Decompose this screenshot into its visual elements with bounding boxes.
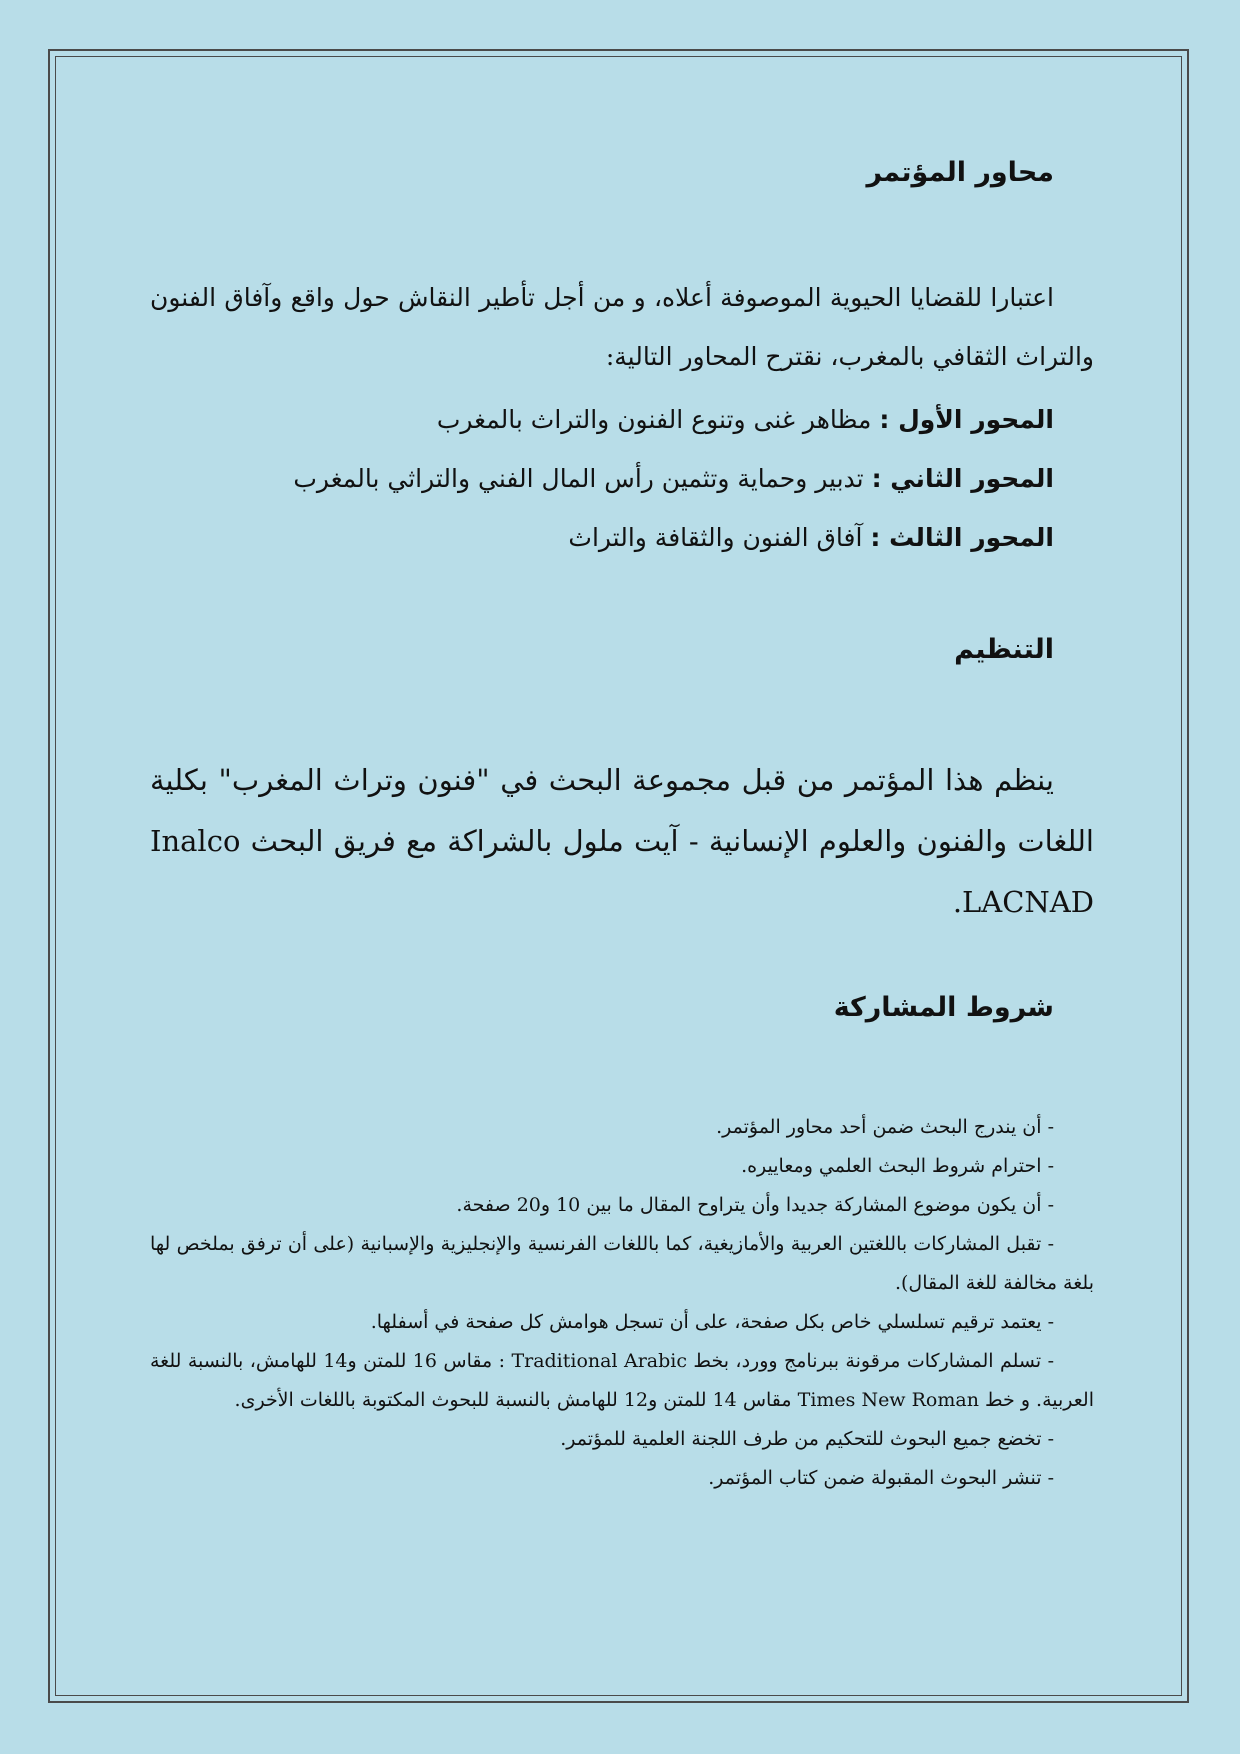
condition-item: - يعتمد ترقيم تسلسلي خاص بكل صفحة، على أن تسجل هوامش كل صفحة في أسفلها. — [370, 1311, 1054, 1333]
axis-item — [293, 508, 1054, 567]
axis-name: المحور الثالث : — [870, 523, 1054, 552]
condition-item: - تنشر البحوث المقبولة ضمن كتاب المؤتمر. — [708, 1467, 1054, 1489]
axes-heading: محاور المؤتمر — [866, 157, 1054, 188]
axis-text: تدبير وحماية وتثمين رأس المال الفني والتراثي بالمغرب — [293, 464, 872, 493]
participation-list — [150, 1108, 1094, 1498]
axes-list — [293, 390, 1054, 567]
axis-name: المحور الأول : — [879, 405, 1054, 434]
condition-item: - تقبل المشاركات باللغتين العربية والأمازيغية، كما باللغات الفرنسية والإنجليزية والإسبانية (على أن ترفق بملخص لها بلغة مخالفة للغة المقال). — [150, 1233, 1094, 1294]
axis-item — [293, 390, 1054, 449]
axis-text: مظاهر غنى وتنوع الفنون والتراث بالمغرب — [436, 405, 880, 434]
axis-item — [293, 449, 1054, 508]
condition-item: - أن يكون موضوع المشاركة جديدا وأن يتراوح المقال ما بين 10 و20 صفحة. — [456, 1194, 1054, 1216]
organization-text: ينظم هذا المؤتمر من قبل مجموعة البحث في "فنون وتراث المغرب" بكلية اللغات والفنون والعلوم الإنسانية - آيت ملول بالشراكة مع فريق البحث Inalco LACNAD. — [150, 763, 1094, 919]
condition-item: - احترام شروط البحث العلمي ومعاييره. — [741, 1155, 1054, 1177]
axis-name: المحور الثاني : — [871, 464, 1054, 493]
condition-item: - أن يندرج البحث ضمن أحد محاور المؤتمر. — [716, 1116, 1054, 1138]
axis-text: آفاق الفنون والثقافة والتراث — [568, 523, 871, 552]
condition-item: - تسلم المشاركات مرقونة ببرنامج وورد، بخط Traditional Arabic : مقاس 16 للمتن و14 للهامش، بالنسبة للغة العربية. و خط Times New Roman مقاس 14 للمتن و12 للهامش بالنسبة للبحوث المكتوبة باللغات الأخرى. — [150, 1350, 1094, 1411]
participation-heading: شروط المشاركة — [833, 992, 1054, 1023]
organization-heading: التنظيم — [954, 634, 1054, 665]
axes-intro: اعتبارا للقضايا الحيوية الموصوفة أعلاه، و من أجل تأطير النقاش حول واقع وآفاق الفنون والتراث الثقافي بالمغرب، نقترح المحاور التالية: — [150, 283, 1094, 371]
document-body — [150, 0, 1094, 1754]
condition-item: - تخضع جميع البحوث للتحكيم من طرف اللجنة العلمية للمؤتمر. — [560, 1428, 1054, 1450]
